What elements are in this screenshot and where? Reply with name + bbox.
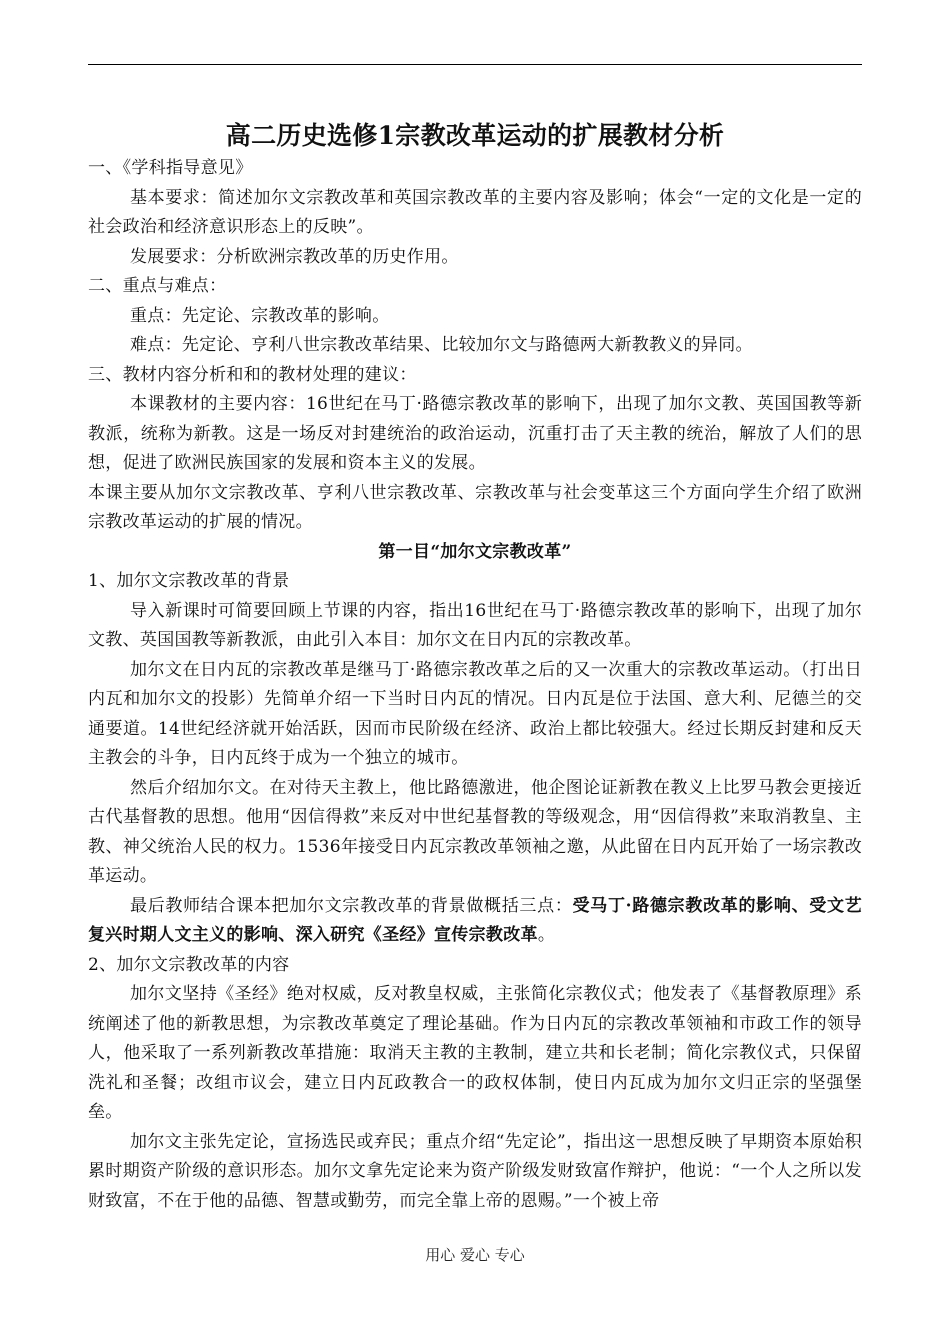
paragraph: 发展要求：分析欧洲宗教改革的历史作用。 <box>130 246 459 267</box>
header-rule <box>88 64 862 65</box>
paragraph: 重点：先定论、宗教改革的影响。 <box>130 305 390 326</box>
document-body <box>88 118 862 1216</box>
paragraph: 导入新课时可简要回顾上节课的内容，指出16世纪在马丁·路德宗教改革的影响下，出现了加尔文教、英国国教等新教派，由此引入本目：加尔文在日内瓦的宗教改革。 <box>88 600 862 650</box>
section-heading: 三、教材内容分析和和的教材处理的建议： <box>88 364 417 385</box>
paragraph: 然后介绍加尔文。在对待天主教上，他比路德激进，他企图论证新教在教义上比罗马教会更接近古代基督教的思想。他用“因信得救”来反对中世纪基督教的等级观念，用“因信得救”来取消教皇、主教、神父统治人民的权力。1536年接受日内瓦宗教改革领袖之邀，从此留在日内瓦开始了一场宗教改革运动。 <box>88 777 862 886</box>
paragraph: 本课主要从加尔文宗教改革、亨利八世宗教改革、宗教改革与社会变革这三个方面向学生介绍了欧洲宗教改革运动的扩展的情况。 <box>88 482 862 532</box>
paragraph: 难点：先定论、亨利八世宗教改革结果、比较加尔文与路德两大新教教义的异同。 <box>130 335 753 355</box>
subsection-title: 第一目“加尔文宗教改革” <box>378 541 572 562</box>
paragraph <box>88 892 862 951</box>
paragraph-end: 。 <box>537 925 556 945</box>
paragraph-lead: 最后教师结合课本把加尔文宗教改革的背景做概括三点： <box>130 895 573 916</box>
paragraph: 加尔文主张先定论，宣扬选民或弃民；重点介绍“先定论”，指出这一思想反映了早期资本原始积累时期资产阶级的意识形态。加尔文拿先定论来为资产阶级发财致富作辩护，他说：“一个人之所以发财致富，不在于他的品德、智慧或勤劳，而完全靠上帝的恩赐。”一个被上帝 <box>88 1131 862 1211</box>
bold-summary: 受马丁·路德宗教改革的影响、受文艺复兴时期人文主义的影响、深入研究《圣经》宣传宗教改革 <box>88 895 862 945</box>
paragraph: 本课教材的主要内容：16世纪在马丁·路德宗教改革的影响下，出现了加尔文教、英国国教等新教派，统称为新教。这是一场反对封建统治的政治运动，沉重打击了天主教的统治，解放了人们的思想，促进了欧洲民族国家的发展和资本主义的发展。 <box>88 394 862 473</box>
section-heading: 二、重点与难点： <box>88 276 227 296</box>
paragraph: 加尔文坚持《圣经》绝对权威，反对教皇权威，主张简化宗教仪式；他发表了《基督教原理》系统阐述了他的新教思想，为宗教改革奠定了理论基础。作为日内瓦的宗教改革领袖和市政工作的领导人，他采取了一系列新教改革措施：取消天主教的主教制，建立共和长老制；简化宗教仪式，只保留洗礼和圣餐；改组市议会，建立日内瓦政教合一的政权体制，使日内瓦成为加尔文归正宗的坚强堡垒。 <box>88 984 862 1122</box>
paragraph: 加尔文在日内瓦的宗教改革是继马丁·路德宗教改革之后的又一次重大的宗教改革运动。（打出日内瓦和加尔文的投影）先简单介绍一下当时日内瓦的情况。日内瓦是位于法国、意大利、尼德兰的交通要道。14世纪经济就开始活跃，因而市民阶级在经济、政治上都比较强大。经过长期反封建和反天主教会的斗争，日内瓦终于成为一个独立的城市。 <box>88 659 862 768</box>
section-heading: 1、加尔文宗教改革的背景 <box>88 571 290 591</box>
paragraph: 基本要求：简述加尔文宗教改革和英国宗教改革的主要内容及影响；体会“一定的文化是一定的社会政治和经济意识形态上的反映”。 <box>88 187 862 237</box>
page-footer: 用心 爱心 专心 <box>425 1246 525 1264</box>
section-heading: 一、《学科指导意见》 <box>88 158 253 178</box>
section-heading: 2、加尔文宗教改革的内容 <box>88 954 290 975</box>
document-title: 高二历史选修1宗教改革运动的扩展教材分析 <box>225 121 725 150</box>
